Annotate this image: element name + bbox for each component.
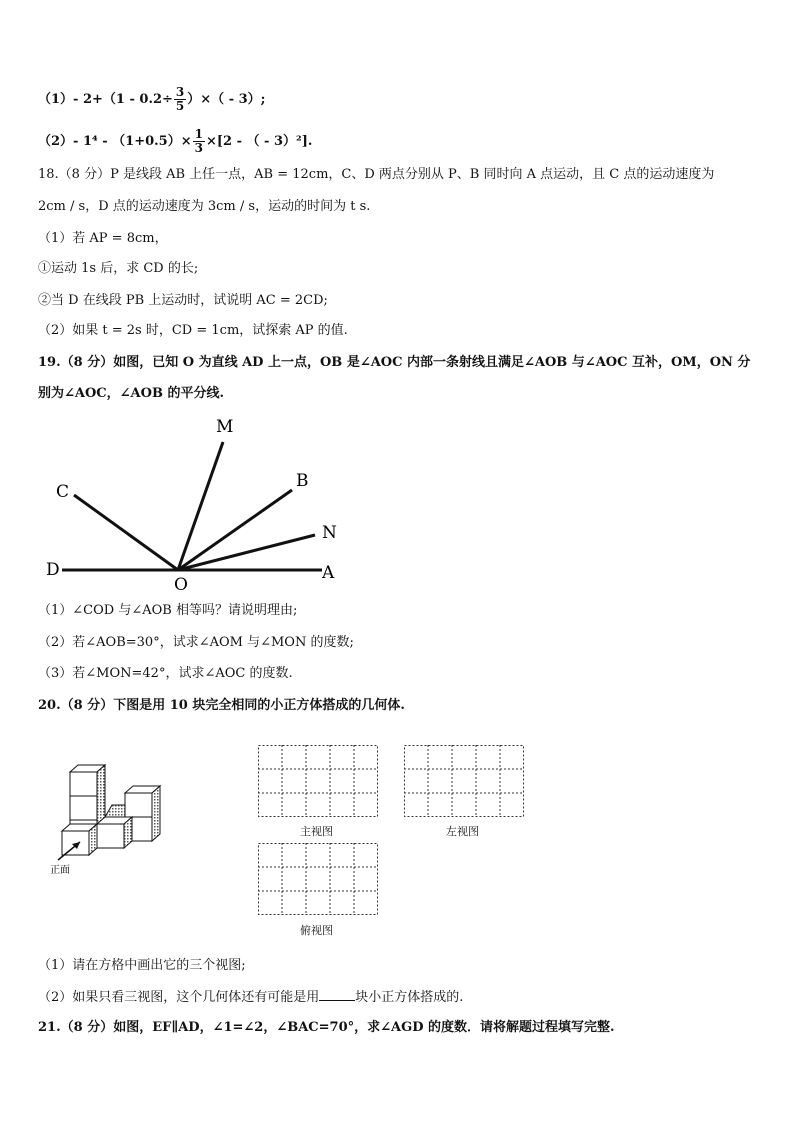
q19-part3: （3）若∠MON=42°，试求∠AOC 的度数. [38,666,293,681]
cube-solid-figure [40,760,170,880]
q19-part2: （2）若∠AOB=30°，试求∠AOM 与∠MON 的度数; [38,635,354,650]
q18-stem-line1: 18.（8 分）P 是线段 AB 上任一点，AB = 12cm，C、D 两点分别从 P、B 同时向 A 点运动，且 C 点的运动速度为 [38,167,715,182]
label-B: B [296,471,309,491]
ray-ON [178,535,315,570]
q19-stem-line2: 别为∠AOC，∠AOB 的平分线. [38,386,224,401]
answer-blank[interactable] [319,988,355,1001]
left-view-grid [404,745,524,817]
q19-stem-line1: 19.（8 分）如图，已知 O 为直线 AD 上一点，OB 是∠AOC 内部一条射线且满足∠AOB 与∠AOC 互补，OM，ON 分 [38,355,751,370]
q18-part1b: ②当 D 在线段 PB 上运动时，试说明 AC = 2CD; [38,293,328,308]
front-label: 正面 [50,865,70,876]
label-C: C [56,482,70,502]
top-view-caption: 俯视图 [300,924,333,937]
q20-stem: 20.（8 分）下图是用 10 块完全相同的小正方体搭成的几何体. [38,698,405,713]
q18-part1: （1）若 AP = 8cm， [38,231,168,246]
q18-stem-line2: 2cm / s，D 点的运动速度为 3cm / s，运动的时间为 t s. [38,199,371,214]
ray-OC [74,495,178,570]
angle-figure [40,410,360,595]
q18-part1a: ①运动 1s 后，求 CD 的长; [38,261,199,276]
label-D: D [46,560,60,580]
q21-stem: 21.（8 分）如图，EF∥AD，∠1=∠2，∠BAC=70°，求∠AGD 的度数．请将解题过程填写完整. [38,1020,615,1035]
front-view-grid [258,745,378,817]
top-view-grid [258,843,378,915]
ray-OB [178,490,292,570]
q20-part1: （1）请在方格中画出它的三个视图; [38,958,246,973]
left-view-caption: 左视图 [446,825,479,838]
q20-part2: （2）如果只看三视图，这个几何体还有可能是用 块小正方体搭成的. [38,990,464,1005]
label-O: O [174,575,188,595]
calc-question-1: （1）- 2+（1 - 0.2÷ $\frac{3}{5}$ ）×（ - 3）; [38,85,266,113]
front-view-caption: 主视图 [300,825,333,838]
fraction-1-3: $\frac{1}{3}$ [194,127,203,155]
q19-part1: （1）∠COD 与∠AOB 相等吗？请说明理由; [38,603,298,618]
label-A: A [322,563,335,583]
calc-question-2: （2）- 1⁴ - （1+0.5）× $\frac{1}{3}$ ×[2 - （ - 3）²]. [38,127,313,155]
label-N: N [322,523,337,543]
q18-part2: （2）如果 t = 2s 时，CD = 1cm，试探索 AP 的值. [38,323,348,338]
fraction-3-5: $\frac{3}{5}$ [175,85,185,113]
ray-OM [178,442,223,570]
label-M: M [216,417,234,437]
